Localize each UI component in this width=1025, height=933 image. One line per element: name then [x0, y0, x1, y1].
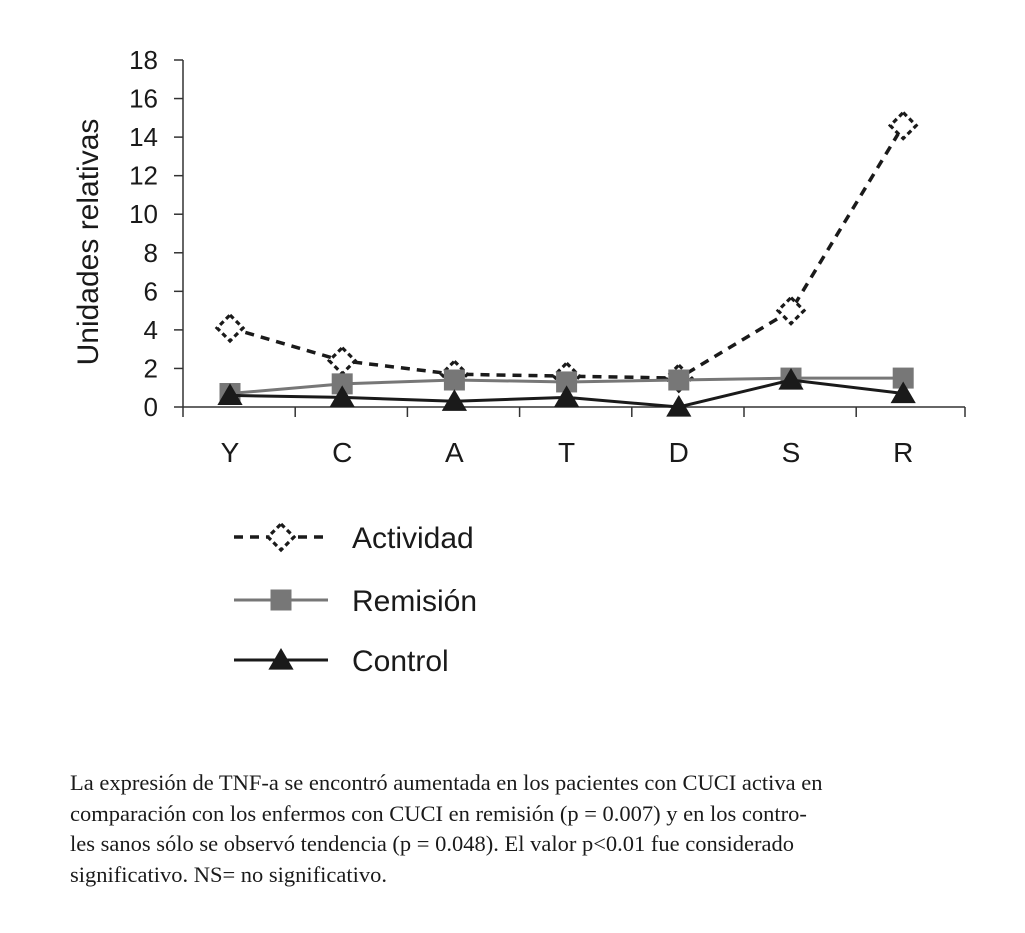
x-tick-label: D [668, 437, 689, 468]
y-axis-label: Unidades relativas [72, 118, 105, 366]
legend-label: Remisión [352, 585, 478, 618]
caption-line: comparación con los enfermos con CUCI en remisión (p = 0.007) y en los contro- [70, 800, 807, 826]
y-tick-label: 14 [129, 122, 158, 153]
y-tick-label: 2 [143, 353, 158, 384]
caption-line: La expresión de TNF-a se encontró aumentada en los pacientes con CUCI activa en [70, 770, 823, 795]
y-tick-label: 18 [129, 45, 158, 75]
legend-label: Actividad [352, 522, 474, 555]
square-marker [444, 370, 465, 391]
figure-caption [70, 768, 970, 890]
legend [234, 522, 477, 678]
y-tick-label: 4 [143, 314, 158, 345]
x-axis-ticks [183, 407, 965, 468]
y-tick-label: 10 [129, 199, 158, 230]
y-tick-label: 8 [143, 237, 158, 268]
x-tick-label: T [558, 437, 576, 468]
x-tick-label: C [332, 437, 353, 468]
legend-item [234, 585, 477, 618]
legend-item [234, 645, 449, 678]
square-marker [271, 590, 292, 611]
caption-line: les sanos sólo se observó tendencia (p = 0.048). El valor p<0.01 fue considerado [70, 831, 794, 856]
x-tick-label: Y [220, 437, 240, 468]
diamond-marker [217, 315, 243, 341]
diamond-marker [268, 524, 294, 550]
square-marker [668, 370, 689, 391]
caption-line: significativo. NS= no significativo. [70, 861, 388, 887]
diamond-marker [778, 298, 804, 324]
legend-item [234, 522, 474, 555]
y-tick-label: 16 [129, 83, 158, 114]
y-tick-label: 0 [143, 392, 158, 422]
diamond-marker [890, 113, 916, 139]
diamond-marker [329, 348, 355, 374]
y-axis-ticks [129, 45, 183, 422]
x-tick-label: R [893, 437, 914, 468]
series-layer [217, 113, 916, 417]
chart-axes [183, 60, 965, 407]
series-line [230, 126, 903, 379]
y-tick-label: 12 [129, 160, 158, 191]
legend-label: Control [352, 645, 449, 678]
x-tick-label: A [445, 437, 464, 468]
y-tick-label: 6 [143, 276, 158, 307]
x-tick-label: S [781, 437, 801, 468]
series-actividad [217, 113, 916, 392]
